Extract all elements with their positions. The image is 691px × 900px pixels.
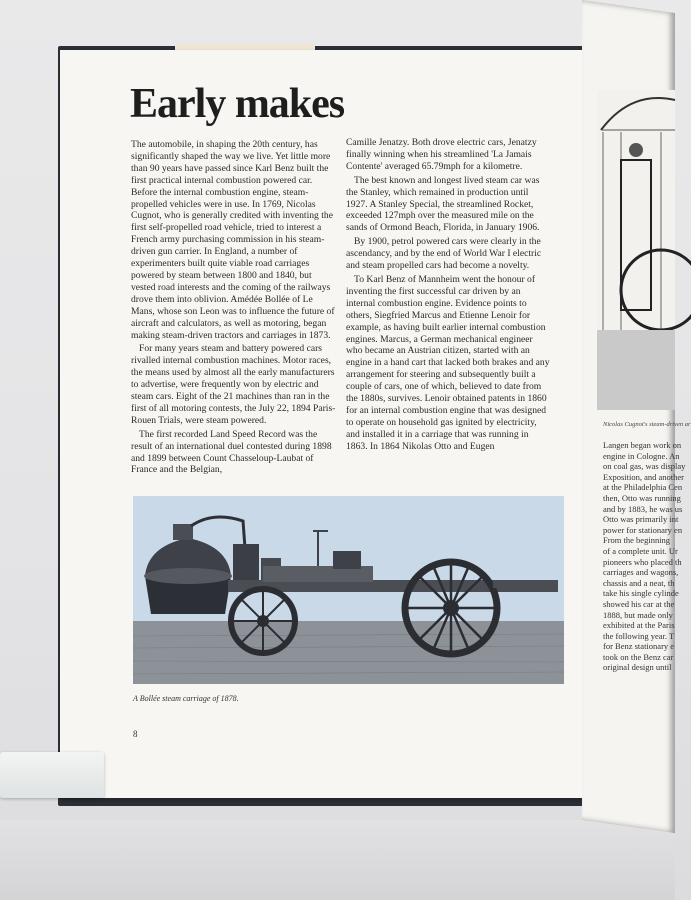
plastic-tag	[0, 752, 104, 798]
text-line: the following year. T	[603, 630, 675, 641]
text-line: Langen began work on	[603, 440, 682, 450]
text-line: original design until	[603, 662, 672, 673]
text-line: then, Otto was running	[603, 492, 681, 503]
text-line: carriages and wagons,	[603, 567, 679, 578]
text-column-1	[131, 139, 336, 478]
text-line: of a complete unit. Ur	[603, 545, 678, 556]
text-line: showed his car at the	[603, 598, 675, 609]
text-line: and by 1883, he was us	[603, 503, 683, 514]
page-number: 8	[133, 729, 138, 739]
right-page-text	[603, 440, 686, 673]
text-line: From the beginning	[603, 535, 671, 546]
text-line: engine in Cologne. An	[603, 450, 680, 461]
paragraph: For many years steam and battery powered cars rivalled internal combustion machines. Motor races, the means used by almost all the early manufacturers to advertise, were frequently won by electric and steam cars. Eight of the 21 machines than ran in the first of all motoring contests, the July 22, 1894 Paris-Rouen Trials, were steam powered.	[131, 343, 336, 426]
text-line: at the Philadelphia Cen	[603, 482, 683, 493]
text-line: took on the Benz car	[603, 651, 674, 662]
text-line: for Benz stationary e	[603, 641, 675, 652]
paragraph: The automobile, in shaping the 20th century, has significantly shaped the way we live. Yet little more than 90 years have passed since Karl Benz built the first practical internal combustion powered car. Before the internal combustion engine, steam-propelled vehicles were in use. In 1769, Nicolas Cugnot, who is generally credited with inventing the first self-propelled road vehicle, tried to interest a French army purchasing commission in his steam-driven gun carrier. In England, a number of experimenters built quite viable road carriages powered by steam between 1800 and 1840, but vested road interests and the coming of the railways drove them into oblivion. Amédée Bollée of Le Mans, whose son Leon was to influence the future of aircraft and calculators, as well as motoring, began making steam-driven tractors and carriages in 1873.	[131, 139, 335, 341]
illustration-caption: A Bollée steam carriage of 1878.	[133, 694, 239, 703]
text-line: take his single cylinde	[603, 588, 679, 599]
text-line: exhibited at the Paris	[603, 620, 675, 631]
text-line: 1888, but made only	[603, 609, 673, 620]
paragraph: By 1900, petrol powered cars were clearly in the ascendancy, and by the end of World War I electric and steam propelled cars had become a novelty.	[346, 236, 542, 272]
paragraph: The best known and longest lived steam car was the Stanley, which remained in production until 1927. A Stanley Special, the streamlined Rocket, exceeded 127mph over the measured mile on the sands of Ormond Beach, Florida, in January 1906.	[346, 174, 540, 234]
text-line: power for stationary en	[603, 524, 683, 535]
text-line: on coal gas, was display	[603, 461, 686, 472]
paragraph: Camille Jenatzy. Both drove electric cars, Jenatzy finally winning when his streamlined 'La Jamais Contente' averaged 65.79mph for a kilometre.	[346, 137, 537, 172]
paragraph: To Karl Benz of Mannheim went the honour of inventing the first successful car driven by an internal combustion engine. Evidence points to others, Siegfried Marcus and Etienne Lenoir for example, as having built earlier internal combustion engines. Marcus, a German mechanical engineer who became an Austrian citizen, started with an engine in a hand cart that lacked both brakes and any arrangement for steering and subsequently built a couple of cars, one of which, believed to date from the 1880s, survives. Lenoir obtained patents in 1860 for an internal combustion engine that was designed to operate on household gas ignited by electricity, and installed it in a carriage that was running in 1863. In 1864 Nikolas Otto and Eugen	[346, 273, 550, 452]
text-line: Exposition, and another	[603, 471, 684, 482]
right-page-caption: Nicolas Cugnot's steam-driven ar	[603, 421, 691, 428]
text-column-2	[346, 137, 551, 455]
paragraph: The first recorded Land Speed Record was the result of an international duel contested during 1898 and 1899 between Count Chasseloup-Laubat of France and the Belgian,	[131, 428, 332, 476]
text-line: Otto was primarily int	[603, 514, 679, 525]
steam-carriage-illustration	[133, 496, 564, 684]
text-line: pioneers who placed th	[603, 556, 682, 567]
page-title: Early makes	[130, 81, 345, 127]
table-surface	[0, 820, 675, 900]
text-line: chassis and a neat, th	[603, 577, 675, 588]
